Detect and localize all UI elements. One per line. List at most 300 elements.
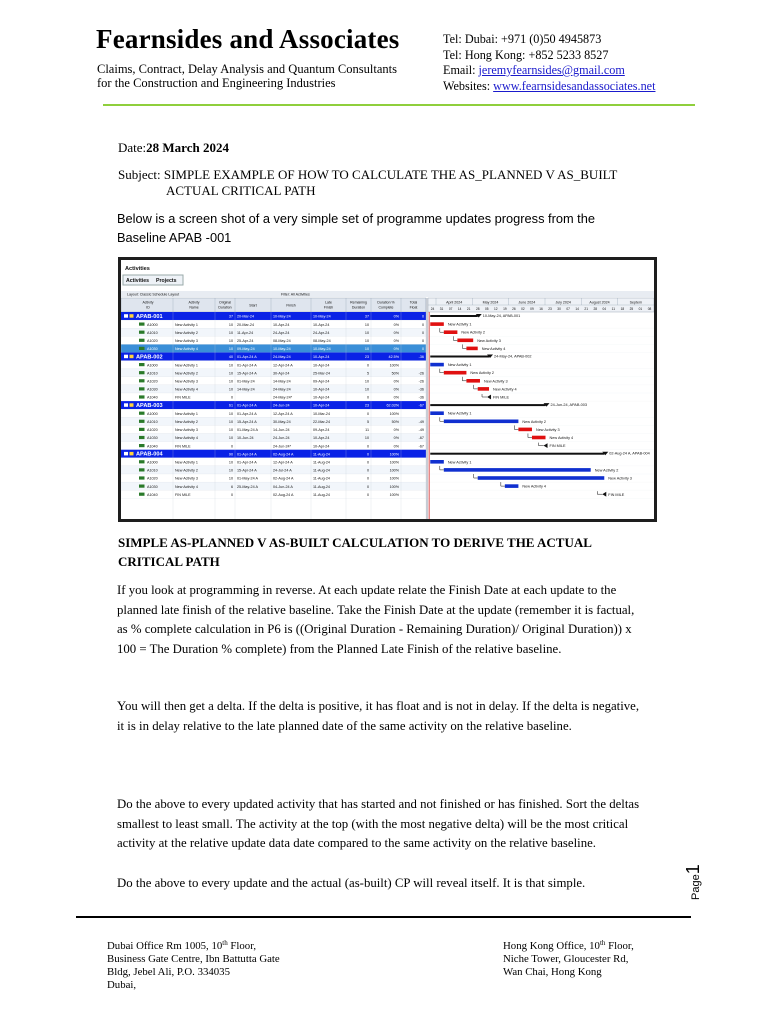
p6-wbs-value: 20-Mar-24 bbox=[237, 314, 255, 319]
p6-activity-value: 01-May-24 bbox=[237, 379, 255, 384]
p6-activity-value: FIN MILE bbox=[175, 492, 191, 497]
p6-day-label: 30 bbox=[557, 307, 561, 311]
p6-activity-value: 10-Apr-24 bbox=[313, 444, 330, 449]
p6-summary-label: 02-Aug-24 A, APAB-004 bbox=[609, 451, 650, 456]
p6-activity-value: 0 bbox=[366, 411, 369, 416]
p6-activity-value: 10 bbox=[228, 363, 233, 368]
p6-activity-icon bbox=[139, 331, 145, 334]
p6-activity-value: 15-Apr-24 A bbox=[237, 371, 257, 376]
p6-day-label: 18 bbox=[620, 307, 625, 311]
p6-activity-value: 100% bbox=[389, 411, 399, 416]
p6-activity-id: A1010 bbox=[147, 420, 158, 424]
p6-activity-value: 10-Apr-24 bbox=[273, 322, 290, 327]
p6-month-label: June 2024 bbox=[518, 300, 536, 305]
p6-activity-value: New Activity 2 bbox=[175, 330, 198, 335]
p6-activity-value: 10-Apr-24 bbox=[313, 436, 330, 441]
email-link[interactable]: jeremyfearnsides@gmail.com bbox=[478, 63, 625, 77]
p6-activity-bar bbox=[430, 363, 444, 367]
p6-expand-icon[interactable] bbox=[124, 355, 128, 359]
p6-activity-icon bbox=[139, 395, 145, 398]
page-number-value: 1 bbox=[683, 864, 703, 875]
p6-activity-icon bbox=[139, 339, 145, 342]
body-paragraph-2: You will then get a delta. If the delta is positive, it has float and is not in delay. If the delta is negative, it is in delay relative to the late planned date of the same activity on the relative baseline. bbox=[117, 699, 640, 733]
p6-bar-label: New Activity 3 bbox=[477, 338, 501, 343]
p6-activity-value: 10-Jun-24 bbox=[237, 436, 254, 441]
p6-activity-value: 50% bbox=[391, 371, 399, 376]
p6-activity-value: 0% bbox=[393, 322, 399, 327]
p6-activity-value: 10 bbox=[228, 387, 233, 392]
p6-activity-value: 10 bbox=[364, 436, 369, 441]
subject-line-1: SIMPLE EXAMPLE OF HOW TO CALCULATE THE AS_PLANNED V AS_BUILT bbox=[163, 167, 618, 182]
p6-tab-projects[interactable]: Projects bbox=[156, 278, 177, 284]
p6-wbs-value: 23 bbox=[364, 403, 369, 408]
p6-activity-value: 0 bbox=[421, 330, 424, 335]
dubai-address-line-1b: Floor, bbox=[227, 940, 257, 952]
p6-activity-value: 0% bbox=[393, 436, 399, 441]
p6-wbs-value: 01-Apr-24 A bbox=[237, 452, 257, 457]
p6-bar-label: New Activity 2 bbox=[594, 468, 619, 473]
p6-day-label: 26 bbox=[512, 307, 516, 311]
p6-activity-value: 24-May-24* bbox=[273, 395, 293, 400]
p6-activity-value: 25-May-24 A bbox=[237, 484, 258, 489]
p6-activity-value: New Activity 3 bbox=[175, 428, 198, 433]
p6-day-label: 19 bbox=[503, 307, 507, 311]
p6-activity-value: 100% bbox=[389, 460, 399, 465]
p6-activity-value: 0 bbox=[366, 468, 369, 473]
p6-day-label: 04 bbox=[602, 307, 607, 311]
p6-activity-value: 08-May-24 bbox=[273, 339, 291, 343]
p6-activity-id: A1020 bbox=[147, 428, 158, 433]
p6-activity-id: A1010 bbox=[147, 371, 158, 376]
p6-activity-bar bbox=[505, 484, 519, 488]
p6-activity-icon bbox=[139, 387, 145, 390]
p6-activity-value: 01-May-24 A bbox=[237, 428, 258, 433]
p6-splitter[interactable] bbox=[426, 298, 428, 519]
p6-activity-bar bbox=[478, 476, 605, 480]
p6-wbs-value: 01-Apr-24 A bbox=[237, 355, 257, 360]
p6-wbs-value: 02-Aug-24 A bbox=[273, 452, 294, 457]
p6-activity-value: 0 bbox=[366, 363, 369, 368]
p6-col-header[interactable]: Activity bbox=[142, 300, 154, 305]
p6-col-header-line2: Duration bbox=[218, 305, 232, 310]
p6-col-header[interactable]: Activity bbox=[188, 300, 200, 305]
p6-activity-bar bbox=[430, 460, 444, 464]
header-divider bbox=[103, 104, 695, 106]
dubai-address-sup: th bbox=[222, 939, 228, 947]
p6-tab-activities[interactable]: Activities bbox=[126, 278, 150, 284]
p6-activity-value: 10 bbox=[364, 330, 369, 335]
p6-wbs-value: 10-May-24 bbox=[313, 314, 331, 319]
p6-activity-value: 09-May-24 bbox=[237, 347, 255, 352]
p6-activity-id: A1030 bbox=[147, 387, 158, 392]
p6-activity-value: 10-Apr-24 bbox=[313, 363, 330, 368]
website-label: Websites: bbox=[443, 78, 494, 93]
p6-col-header[interactable]: Total bbox=[409, 300, 418, 305]
p6-wbs-name: APAB-001 bbox=[136, 314, 163, 320]
p6-activity-value: 11-Aug-24 bbox=[313, 468, 330, 473]
p6-day-label: 07 bbox=[566, 307, 570, 311]
p6-activity-value: -67 bbox=[418, 444, 424, 449]
date-value: 28 March 2024 bbox=[146, 140, 229, 155]
p6-activity-id: A1000 bbox=[147, 363, 158, 368]
p6-activity-bar bbox=[457, 339, 473, 343]
p6-activity-id: A1000 bbox=[147, 411, 158, 416]
p6-activity-value: 0 bbox=[366, 492, 369, 497]
p6-activity-value: 12-Apr-24 A bbox=[273, 363, 293, 368]
tel-hong-kong: Tel: Hong Kong: +852 5233 8527 bbox=[443, 47, 609, 62]
p6-wbs-value: 100% bbox=[389, 452, 399, 457]
tagline-line-1: Claims, Contract, Delay Analysis and Quantum Consultants bbox=[97, 62, 397, 76]
p6-activity-value: 0% bbox=[393, 444, 399, 449]
hk-address-line-1b: Floor, bbox=[605, 940, 634, 952]
p6-activity-value: 0 bbox=[366, 395, 369, 400]
p6-activity-value: 09-Apr-24 bbox=[313, 379, 330, 384]
p6-activity-value: 100% bbox=[389, 468, 399, 473]
p6-bar-label: New Activity 1 bbox=[447, 363, 472, 368]
p6-activity-value: 15-Apr-24 A bbox=[237, 420, 257, 424]
letter-date bbox=[118, 140, 229, 156]
p6-wbs-value: 23 bbox=[364, 355, 369, 360]
p6-activity-id: A1010 bbox=[147, 330, 158, 335]
p6-activity-value: 24-Jun-24* bbox=[273, 444, 292, 449]
hk-address-line-1 bbox=[503, 940, 634, 953]
p6-activity-value: 24-Jul-24 A bbox=[273, 468, 292, 473]
p6-day-label: 14 bbox=[575, 307, 579, 311]
p6-activity-value: 0% bbox=[393, 379, 399, 384]
p6-activity-value: 0 bbox=[230, 395, 233, 400]
hk-address-sup: th bbox=[599, 939, 606, 947]
p6-activity-value: 100% bbox=[389, 484, 399, 489]
p6-activity-value: 08-May-24 bbox=[313, 339, 331, 343]
p6-activity-value: 0 bbox=[366, 484, 369, 489]
p6-bar-label: New Activity 3 bbox=[535, 427, 560, 432]
p6-activity-value: 10 bbox=[364, 379, 369, 384]
p6-activity-icon bbox=[139, 493, 145, 496]
letter-subject bbox=[118, 167, 638, 199]
p6-wbs-value: 24-May-24 bbox=[273, 355, 291, 360]
email-label: Email: bbox=[443, 63, 479, 77]
p6-activity-value: 0 bbox=[366, 444, 369, 449]
p6-folder-icon bbox=[130, 314, 134, 318]
p6-activity-value: FIN MILE bbox=[175, 395, 191, 400]
p6-col-header[interactable]: Duration % bbox=[377, 300, 395, 305]
date-label: Date: bbox=[118, 140, 147, 155]
p6-summary-label: 10-May-24, APAB-001 bbox=[482, 314, 521, 318]
p6-activity-id: A1040 bbox=[147, 395, 158, 400]
p6-activity-value: 24-May-24 bbox=[273, 387, 291, 392]
p6-col-header[interactable]: Finish bbox=[286, 303, 296, 308]
p6-activity-icon bbox=[139, 379, 145, 382]
p6-col-header-line2: Complete bbox=[378, 305, 394, 310]
p6-activity-id: A1020 bbox=[147, 379, 158, 384]
p6-activity-bar bbox=[444, 468, 591, 472]
p6-activity-value: 0 bbox=[366, 460, 369, 465]
p6-screenshot bbox=[118, 257, 657, 522]
p6-bar-label: FIN MILE bbox=[493, 395, 510, 400]
p6-activity-value: 0% bbox=[393, 395, 399, 400]
p6-activity-value: 25-Mar-24 bbox=[313, 371, 331, 376]
dubai-address bbox=[107, 940, 280, 992]
p6-activity-id: A1000 bbox=[147, 460, 158, 465]
p6-bar-label: New Activity 3 bbox=[483, 379, 508, 384]
p6-wbs-value: 40 bbox=[228, 355, 233, 360]
p6-month-label: May 2024 bbox=[482, 300, 499, 305]
p6-activity-value: New Activity 4 bbox=[175, 387, 198, 392]
p6-wbs-value: 0% bbox=[393, 314, 399, 319]
p6-activity-value: 10 bbox=[228, 339, 233, 343]
p6-activity-icon bbox=[139, 468, 145, 471]
p6-activity-value: New Activity 4 bbox=[175, 347, 198, 352]
p6-activity-value: 14-Jun-24 bbox=[273, 428, 290, 433]
website-link[interactable]: www.fearnsidesandassociates.net bbox=[493, 78, 656, 93]
p6-wbs-value: -36 bbox=[418, 355, 424, 360]
p6-activity-value: 10-May-24 bbox=[273, 347, 291, 352]
p6-activity-value: -49 bbox=[418, 428, 424, 433]
p6-folder-icon bbox=[130, 452, 134, 456]
p6-activity-value: FIN MILE bbox=[175, 444, 191, 449]
p6-activity-value: 24-Jun-24 bbox=[273, 436, 290, 441]
p6-activity-id: A1030 bbox=[147, 484, 158, 489]
p6-month-label: August 2024 bbox=[589, 300, 610, 305]
body-paragraph-1: If you look at programming in reverse. At each update relate the Finish Date at each update to the planned late finish of the relative baseline. Take the Finish Date at the update (remember it is factual, as % complete calculation in P6 is ((Original Duration - Remaining Duration)/ Original Duration)) x 100 = The Duration % complete) from the Planned Late Finish of the relative baseline. bbox=[117, 583, 635, 656]
p6-day-label: 25 bbox=[629, 307, 634, 311]
p6-activity-value: 10 bbox=[228, 322, 233, 327]
p6-activity-value: New Activity 4 bbox=[175, 436, 198, 441]
p6-filter-label[interactable]: Filter: All Activities bbox=[281, 292, 310, 297]
p6-activity-icon bbox=[139, 323, 145, 326]
p6-day-label: 24 bbox=[430, 307, 435, 311]
heading-line-1: SIMPLE AS-PLANNED V AS-BUILT CALCULATION TO DERIVE THE ACTUAL bbox=[118, 535, 592, 550]
p6-activity-bar bbox=[444, 420, 519, 424]
p6-bar-label: New Activity 4 bbox=[549, 436, 574, 440]
p6-summary-label: 24-Jun-24, APAB-003 bbox=[550, 403, 587, 408]
p6-wbs-value: 11-Aug-24 bbox=[313, 452, 330, 457]
subject-label: Subject: bbox=[118, 167, 164, 182]
dubai-address-line-3: Bldg, Jebel Ali, P.O. 334035 bbox=[107, 966, 230, 978]
p6-activity-value: New Activity 1 bbox=[175, 460, 198, 465]
p6-day-label: 21 bbox=[466, 307, 471, 311]
p6-col-header[interactable]: Start bbox=[249, 303, 257, 308]
p6-activity-value: 0 bbox=[230, 444, 233, 449]
company-tagline bbox=[97, 62, 397, 90]
p6-wbs-value: 01-Apr-24 A bbox=[237, 403, 257, 408]
p6-activity-id: A1030 bbox=[147, 347, 158, 352]
section-heading bbox=[118, 534, 638, 571]
hk-address-line-1a: Hong Kong Office, 10 bbox=[503, 940, 600, 952]
p6-bar-label: New Activity 3 bbox=[608, 476, 632, 481]
p6-bar-label: New Activity 4 bbox=[493, 387, 517, 392]
p6-activity-value: 10 bbox=[228, 468, 233, 473]
p6-activity-value: 100% bbox=[389, 492, 399, 497]
p6-activity-value: 01-Apr-24 A bbox=[237, 460, 257, 465]
contact-block bbox=[443, 32, 655, 94]
p6-activity-value: 0 bbox=[421, 339, 424, 343]
p6-month-label: Septem bbox=[629, 300, 643, 305]
p6-window bbox=[121, 260, 654, 519]
p6-activity-value: -67 bbox=[418, 436, 424, 441]
page-number bbox=[683, 852, 711, 900]
dubai-address-line-1 bbox=[107, 940, 280, 953]
p6-activity-value: New Activity 1 bbox=[175, 322, 198, 327]
p6-layout-label[interactable]: Layout: Classic Schedule Layout bbox=[127, 292, 180, 297]
p6-activity-bar bbox=[478, 387, 489, 391]
p6-activity-bar bbox=[430, 322, 444, 326]
p6-month-label: July 2024 bbox=[555, 300, 571, 305]
heading-line-2: CRITICAL PATH bbox=[118, 553, 220, 569]
p6-activity-value: 0 bbox=[230, 492, 233, 497]
p6-activity-value: 01-May-24 A bbox=[237, 476, 258, 481]
p6-activity-id: A1020 bbox=[147, 476, 158, 481]
p6-activity-value: 0 bbox=[366, 476, 369, 481]
p6-activity-value: 10 bbox=[364, 322, 369, 327]
p6-activity-value: 30-Apr-24 bbox=[273, 371, 290, 376]
p6-bar-label: New Activity 4 bbox=[522, 484, 547, 489]
dubai-address-line-1a: Dubai Office Rm 1005, 10 bbox=[107, 940, 223, 952]
p6-gantt-view bbox=[121, 260, 654, 519]
p6-day-label: 16 bbox=[539, 307, 543, 311]
p6-activity-value: 10-Mar-24 bbox=[313, 411, 331, 416]
p6-activity-value: New Activity 2 bbox=[175, 468, 198, 473]
p6-activity-id: A1040 bbox=[147, 444, 158, 449]
p6-wbs-name: APAB-004 bbox=[136, 451, 163, 458]
p6-activity-value: 11-Aug-24 bbox=[313, 460, 330, 465]
p6-activity-value: 10 bbox=[228, 428, 233, 433]
p6-activity-value: 04-Jun-24 A bbox=[273, 484, 293, 489]
p6-wbs-value: 24-Jun-24 bbox=[273, 403, 290, 408]
p6-bar-label: New Activity 2 bbox=[522, 419, 547, 424]
p6-activity-value: 100% bbox=[389, 476, 399, 481]
p6-filter-bar bbox=[121, 291, 654, 297]
p6-activity-value: 10 bbox=[228, 436, 233, 441]
website-row bbox=[443, 79, 655, 95]
company-name: Fearnsides and Associates bbox=[96, 24, 400, 54]
p6-activity-value: 10 bbox=[228, 476, 233, 481]
p6-summary-bar bbox=[430, 315, 477, 317]
p6-activity-value: 24-Apr-24 bbox=[313, 330, 330, 335]
p6-wbs-value: 0 bbox=[366, 452, 369, 457]
p6-activity-value: 10 bbox=[228, 420, 233, 424]
p6-bar-label: New Activity 1 bbox=[447, 460, 472, 465]
p6-bar-label: New Activity 2 bbox=[470, 371, 495, 376]
p6-day-label: 14 bbox=[457, 307, 462, 311]
p6-panel-title: Activities bbox=[125, 266, 150, 272]
p6-expand-icon[interactable] bbox=[124, 403, 128, 407]
p6-activity-value: -26 bbox=[418, 371, 424, 376]
p6-activity-value: 14-May-24 bbox=[237, 387, 255, 392]
p6-activity-value: New Activity 3 bbox=[175, 339, 198, 343]
p6-col-header-line2: ID bbox=[146, 305, 150, 310]
p6-activity-value: New Activity 3 bbox=[175, 476, 198, 481]
p6-activity-icon bbox=[139, 428, 145, 431]
p6-activity-value: -49 bbox=[418, 420, 424, 424]
p6-col-header-line2: Name bbox=[189, 305, 199, 310]
p6-activity-value: 10 bbox=[228, 379, 233, 384]
p6-bar-label: New Activity 2 bbox=[461, 330, 486, 335]
p6-activity-value: 0% bbox=[393, 428, 399, 433]
p6-activity-value: 15-Apr-24 A bbox=[237, 468, 257, 473]
p6-wbs-value: 90 bbox=[228, 452, 233, 457]
p6-activity-value: 10 bbox=[228, 411, 233, 416]
p6-activity-value: 11-Apr-24 bbox=[237, 330, 254, 335]
p6-wbs-value: 37 bbox=[364, 314, 369, 319]
p6-bar-label: New Activity 1 bbox=[447, 322, 472, 327]
subject-line-2: ACTUAL CRITICAL PATH bbox=[166, 183, 316, 198]
p6-day-label: 31 bbox=[439, 307, 444, 311]
p6-wbs-name: APAB-002 bbox=[136, 354, 163, 361]
p6-activity-value: 10-Apr-24 bbox=[313, 322, 330, 327]
p6-activity-value: 10-May-24 bbox=[313, 347, 331, 352]
p6-activity-icon bbox=[139, 485, 145, 488]
p6-activity-value: 11-Aug-24 bbox=[313, 484, 330, 489]
p6-activity-value: 11-Aug-24 bbox=[313, 476, 330, 481]
p6-activity-value: 11 bbox=[365, 428, 369, 433]
dubai-address-line-4: Dubai, bbox=[107, 979, 137, 991]
p6-activity-value: New Activity 1 bbox=[175, 363, 198, 368]
p6-activity-value: 10 bbox=[228, 460, 233, 465]
p6-bar-label: New Activity 1 bbox=[447, 411, 472, 416]
p6-day-label: 21 bbox=[584, 307, 588, 311]
p6-activity-value: 0% bbox=[393, 339, 399, 343]
p6-activity-value: New Activity 1 bbox=[175, 411, 198, 416]
intro-paragraph: Below is a screen shot of a very simple set of programme updates progress from the Baseline APAB -001 bbox=[117, 211, 595, 245]
p6-activity-value: 22-Mar-24 bbox=[313, 420, 331, 424]
p6-activity-value: 0% bbox=[393, 347, 399, 352]
p6-activity-icon bbox=[139, 476, 145, 479]
p6-activity-value: 01-Apr-24 A bbox=[237, 411, 257, 416]
p6-activity-icon bbox=[139, 460, 145, 463]
p6-activity-value: 14-May-24 bbox=[273, 379, 291, 384]
p6-expand-icon[interactable] bbox=[124, 314, 128, 318]
p6-activity-value: -36 bbox=[418, 387, 424, 392]
p6-wbs-value: 62.03% bbox=[386, 403, 399, 408]
p6-activity-value: New Activity 4 bbox=[175, 484, 198, 489]
p6-expand-icon[interactable] bbox=[124, 452, 128, 456]
p6-col-header[interactable]: Original bbox=[218, 300, 232, 305]
p6-activity-id: A1000 bbox=[147, 322, 158, 327]
tel-dubai: Tel: Dubai: +971 (0)50 4945873 bbox=[443, 32, 602, 46]
p6-wbs-value: 61 bbox=[228, 403, 233, 408]
page-label: Page bbox=[690, 874, 702, 900]
p6-activity-value: -26 bbox=[418, 379, 424, 384]
p6-col-header[interactable]: Remaining bbox=[350, 300, 367, 305]
p6-activity-value: 6 bbox=[230, 484, 233, 489]
p6-day-label: 09 bbox=[530, 307, 534, 311]
hk-address-line-2: Niche Tower, Gloucester Rd, bbox=[503, 953, 629, 965]
p6-activity-bar bbox=[466, 347, 477, 351]
p6-activity-value: 10 bbox=[364, 339, 369, 343]
p6-wbs-value: 42.5% bbox=[388, 355, 399, 360]
p6-activity-id: A1010 bbox=[147, 468, 158, 473]
p6-activity-id: A1040 bbox=[147, 492, 158, 497]
p6-activity-bar bbox=[466, 379, 480, 383]
p6-activity-value: 10 bbox=[364, 347, 369, 352]
p6-day-label: 02 bbox=[521, 307, 525, 311]
p6-wbs-name: APAB-003 bbox=[136, 403, 163, 410]
p6-folder-icon bbox=[130, 403, 134, 407]
p6-bar-label: FIN MILE bbox=[608, 492, 625, 497]
p6-activity-value: 0% bbox=[393, 330, 399, 335]
p6-col-header[interactable]: Late bbox=[325, 300, 332, 305]
p6-activity-icon bbox=[139, 371, 145, 374]
p6-activity-bar bbox=[444, 371, 467, 375]
p6-activity-value: 20-Mar-24 bbox=[237, 322, 255, 327]
body-paragraph-4: Do the above to every update and the actual (as-built) CP will reveal itself. It is that simple. bbox=[117, 876, 586, 890]
p6-summary-bar bbox=[430, 404, 545, 406]
p6-activity-value: New Activity 2 bbox=[175, 371, 198, 376]
body-paragraph-3: Do the above to every updated activity that has started and not finished or has finished. Sort the deltas smallest to least small. The activity at the top (with the most negative delta) will be the most critical activity at the relative update data date compared to the same activity on the relative baseline. bbox=[117, 797, 640, 851]
p6-activity-value: 30-May-24 bbox=[273, 420, 291, 424]
p6-day-label: 05 bbox=[484, 307, 489, 311]
